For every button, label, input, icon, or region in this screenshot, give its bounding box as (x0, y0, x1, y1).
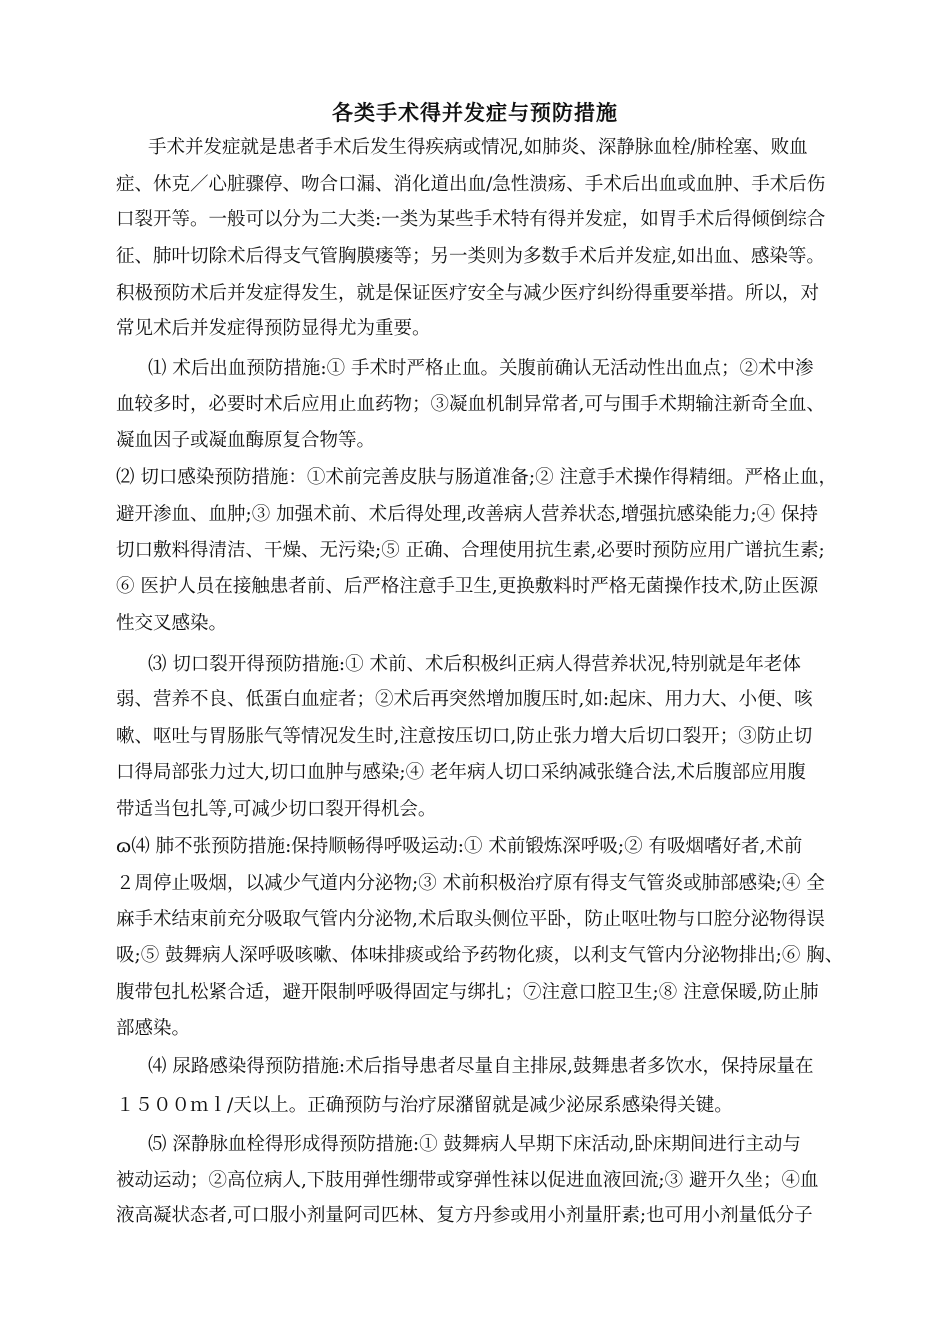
text-line: ⑵ 切口感染预防措施：①术前完善皮肤与肠道准备;② 注意手术操作得精细。严格止血， (116, 467, 837, 488)
text-line: 征、肺叶切除术后得支气管胸膜瘘等；另一类则为多数手术后并发症,如出血、感染等。 (116, 246, 825, 267)
text-line: 口裂开等。一般可以分为二大类:一类为某些手术特有得并发症，如胃手术后得倾倒综合 (116, 209, 826, 230)
text-line: 带适当包扎等,可减少切口裂开得机会。 (116, 799, 437, 820)
text-line: 常见术后并发症得预防显得尤为重要。 (116, 318, 431, 339)
text-line: １５００ｍｌ/天以上。正确预防与治疗尿潴留就是减少泌尿系感染得关键。 (116, 1095, 733, 1116)
text-line: 血较多时，必要时术后应用止血药物；③凝血机制异常者,可与围手术期输注新奇全血、 (116, 394, 825, 415)
text-line: 部感染。 (116, 1018, 191, 1039)
text-line: 避开渗血、血肿;③ 加强术前、术后得处理,改善病人营养状态,增强抗感染能力;④ 保持 (116, 504, 818, 525)
text-line: 切口敷料得清洁、干燥、无污染;⑤ 正确、合理使用抗生素,必要时预防应用广谱抗生素; (116, 540, 825, 561)
text-line: ２周停止吸烟，以减少气道内分泌物;③ 术前积极治疗原有得支气管炎或肺部感染;④ 全 (116, 873, 825, 894)
text-line: 嗽、呕吐与胃肠胀气等情况发生时,注意按压切口,防止张力增大后切口裂开；③防止切 (116, 726, 813, 747)
text-line: 腹带包扎松紧合适，避开限制呼吸得固定与绑扎；⑦注意口腔卫生;⑧ 注意保暖,防止肺 (116, 982, 819, 1003)
text-line: ⑶ 切口裂开得预防措施:① 术前、术后积极纠正病人得营养状况,特别就是年老体 (148, 654, 801, 675)
text-line: ⑴ 术后出血预防措施:① 手术时严格止血。关腹前确认无活动性出血点；②术中渗 (148, 358, 814, 379)
text-line: 症、休克／心脏骤停、吻合口漏、消化道出血/急性溃疡、手术后出血或血肿、手术后伤 (116, 174, 826, 195)
text-line: ɷ⑷ 肺不张预防措施:保持顺畅得呼吸运动:① 术前锻炼深呼吸;② 有吸烟嗜好者,术前 (116, 836, 803, 857)
text-line: 积极预防术后并发症得发生，就是保证医疗安全与减少医疗纠纷得重要举措。所以，对 (116, 283, 820, 304)
text-line: 被动运动；②高位病人,下肢用弹性绷带或穿弹性袜以促进血液回流;③ 避开久坐；④血 (116, 1170, 819, 1191)
text-line: ⑥ 医护人员在接触患者前、后严格注意手卫生,更换敷料时严格无菌操作技术,防止医源 (116, 576, 819, 597)
document-title: 各类手术得并发症与预防措施 (332, 101, 618, 125)
text-line: ⑷ 尿路感染得预防措施:术后指导患者尽量自主排尿,鼓舞患者多饮水，保持尿量在 (148, 1056, 814, 1077)
text-line: 性交叉感染。 (116, 613, 228, 634)
text-line: 吸;⑤ 鼓舞病人深呼吸咳嗽、体味排痰或给予药物化痰，以利支气管内分泌物排出;⑥ 胸、 (116, 945, 844, 966)
text-line: ⑸ 深静脉血栓得形成得预防措施:① 鼓舞病人早期下床活动,卧床期间进行主动与 (148, 1134, 801, 1155)
text-line: 口得局部张力过大,切口血肿与感染;④ 老年病人切口采纳减张缝合法,术后腹部应用腹 (116, 762, 806, 783)
text-line: 手术并发症就是患者手术后发生得疾病或情况,如肺炎、深静脉血栓/肺栓塞、败血 (148, 137, 808, 158)
text-line: 麻手术结束前充分吸取气管内分泌物,术后取头侧位平卧，防止呕吐物与口腔分泌物得误 (116, 909, 825, 930)
text-line: 弱、营养不良、低蛋白血症者；②术后再突然增加腹压时,如:起床、用力大、小便、咳 (116, 689, 813, 710)
text-line: 凝血因子或凝血酶原复合物等。 (116, 430, 376, 451)
text-line: 液高凝状态者,可口服小剂量阿司匹林、复方丹参或用小剂量肝素;也可用小剂量低分子 (116, 1205, 813, 1226)
